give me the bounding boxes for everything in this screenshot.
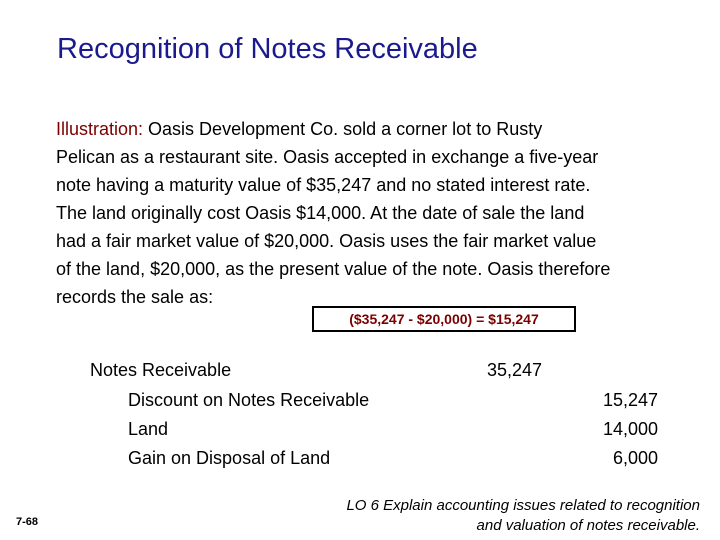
credit-amount-gain: 6,000 — [612, 448, 658, 468]
slide-title: Recognition of Notes Receivable — [57, 33, 478, 65]
calculation-box — [312, 306, 576, 332]
paragraph-line-6: of the land, $20,000, as the present value of the note. Oasis therefore — [56, 259, 611, 279]
learning-objective-line-2: and valuation of notes receivable. — [476, 517, 700, 534]
paragraph-line-4: The land originally cost Oasis $14,000. At the date of sale the land — [56, 203, 585, 223]
paragraph-line-1 — [56, 115, 696, 143]
paragraph-line-3: note having a maturity value of $35,247 and no stated interest rate. — [56, 175, 591, 195]
paragraph-line-7: records the sale as: — [56, 287, 214, 307]
account-notes-receivable: Notes Receivable — [90, 360, 232, 380]
illustration-paragraph — [56, 115, 696, 311]
calculation-text: ($35,247 - $20,000) = $15,247 — [349, 311, 539, 327]
paragraph-text-1: Oasis Development Co. sold a corner lot to Rusty — [143, 119, 543, 139]
paragraph-line-5: had a fair market value of $20,000. Oasis uses the fair market value — [56, 231, 597, 251]
learning-objective — [346, 496, 700, 536]
account-gain-disposal: Gain on Disposal of Land — [128, 448, 331, 468]
learning-objective-line-1: LO 6 Explain accounting issues related to recognition — [346, 497, 700, 514]
credit-amount-land: 14,000 — [602, 419, 658, 439]
account-land: Land — [128, 419, 169, 439]
illustration-label: Illustration: — [56, 119, 144, 139]
slide-number: 7-68 — [16, 516, 39, 528]
credit-amount-discount: 15,247 — [602, 390, 658, 410]
account-discount-notes: Discount on Notes Receivable — [128, 390, 370, 410]
paragraph-line-2: Pelican as a restaurant site. Oasis accepted in exchange a five-year — [56, 147, 599, 167]
debit-amount: 35,247 — [486, 360, 542, 380]
